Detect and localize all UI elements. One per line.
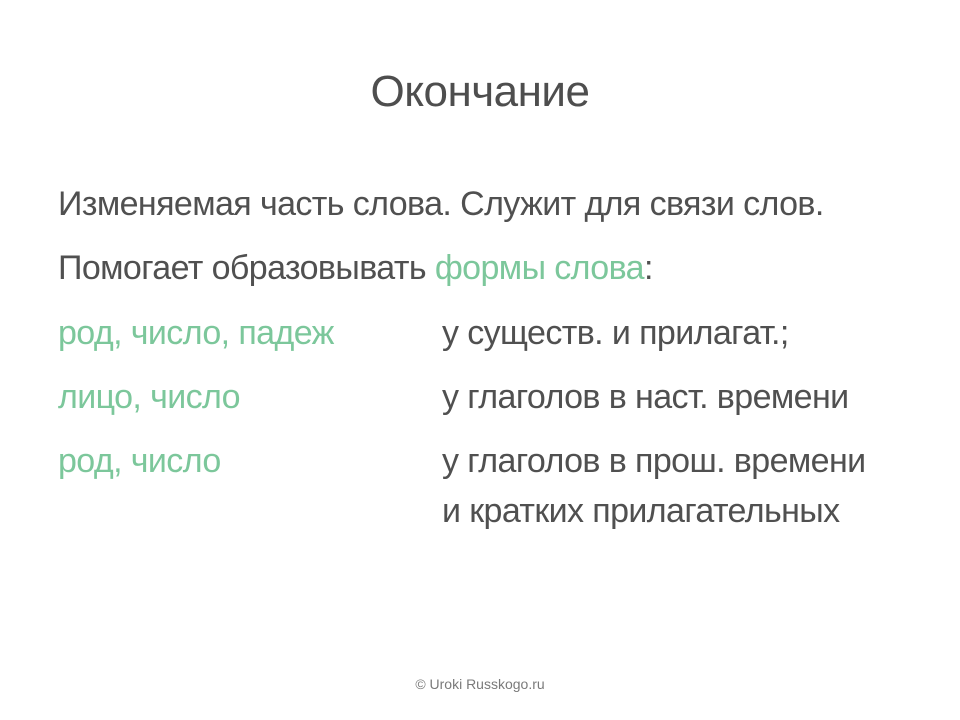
- applies-to-line: у глаголов в прош. времени: [442, 442, 866, 480]
- slide-title: Окончание: [370, 67, 590, 116]
- form-applies-to: [442, 372, 849, 422]
- form-applies-to: [442, 436, 866, 536]
- definition-line: Изменяемая часть слова. Служит для связи слов.: [58, 185, 824, 223]
- forms-line-suffix: :: [643, 249, 653, 287]
- forms-line-accent: формы слова: [434, 249, 644, 287]
- applies-to-line: и кратких прилагательных: [442, 492, 840, 530]
- forms-line-prefix: Помогает образовывать: [58, 249, 435, 287]
- form-applies-to: [442, 308, 789, 358]
- form-categories: род, число: [58, 442, 221, 480]
- applies-to-line: у глаголов в наст. времени: [442, 378, 849, 416]
- copyright-footer: © Uroki Russkogo.ru: [415, 676, 545, 692]
- form-categories: лицо, число: [58, 378, 240, 416]
- applies-to-line: у существ. и прилагат.;: [442, 314, 789, 352]
- forms-line: [58, 246, 653, 290]
- form-categories: род, число, падеж: [58, 314, 334, 352]
